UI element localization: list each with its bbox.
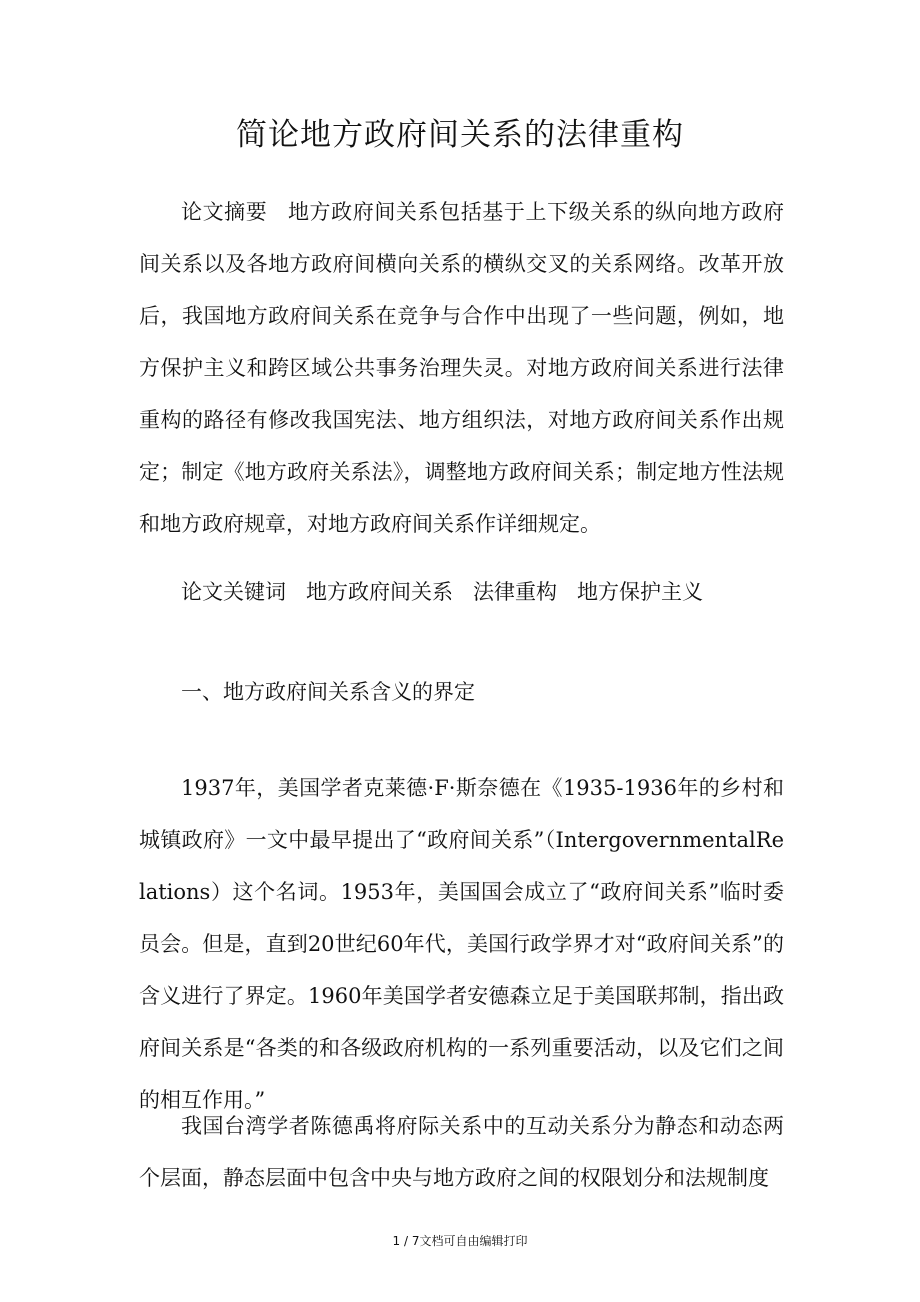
section-heading: 一、地方政府间关系含义的界定 [181,680,475,704]
abstract-text: 地方政府间关系包括基于上下级关系的纵向地方政府间关系以及各地方政府间横向关系的横纵交叉的关系网络。改革开放后，我国地方政府间关系在竞争与合作中出现了一些问题，例如，地方保护主义和跨区域公共事务治理失灵。对地方政府间关系进行法律重构的路径有修改我国宪法、地方组织法，对地方政府间关系作出规定；制定《地方政府关系法》，调整地方政府间关系；制定地方性法规和地方政府规章，对地方政府间关系作详细规定。 [139,200,785,536]
abstract-label: 论文摘要 [181,200,268,224]
body-paragraph: 1937年，美国学者克莱德·F·斯奈德在《1935-1936年的乡村和城镇政府》一文中最早提出了“政府间关系”（IntergovernmentalRelations）这个名词。1953年，美国国会成立了“政府间关系”临时委员会。但是，直到20世纪60年代，美国行政学界才对“政府间关系”的含义进行了界定。1960年美国学者安德森立足于美国联邦制，指出政府间关系是“各类的和各级政府机构的一系列重要活动，以及它们之间的相互作用。” [139,776,784,1112]
keyword-item: 法律重构 [473,580,557,604]
keyword-item: 地方政府间关系 [306,580,453,604]
document-title: 简论地方政府间关系的法律重构 [236,117,684,153]
page-footer: 1 / 7文档可自由编辑打印 [392,1234,528,1248]
keywords-label: 论文关键词 [181,580,286,604]
keywords-line [139,566,784,618]
abstract-paragraph [139,186,784,550]
keyword-item: 地方保护主义 [577,580,703,604]
body-paragraph: 我国台湾学者陈德禹将府际关系中的互动关系分为静态和动态两个层面，静态层面中包含中央与地方政府之间的权限划分和法规制度 [139,1114,784,1190]
